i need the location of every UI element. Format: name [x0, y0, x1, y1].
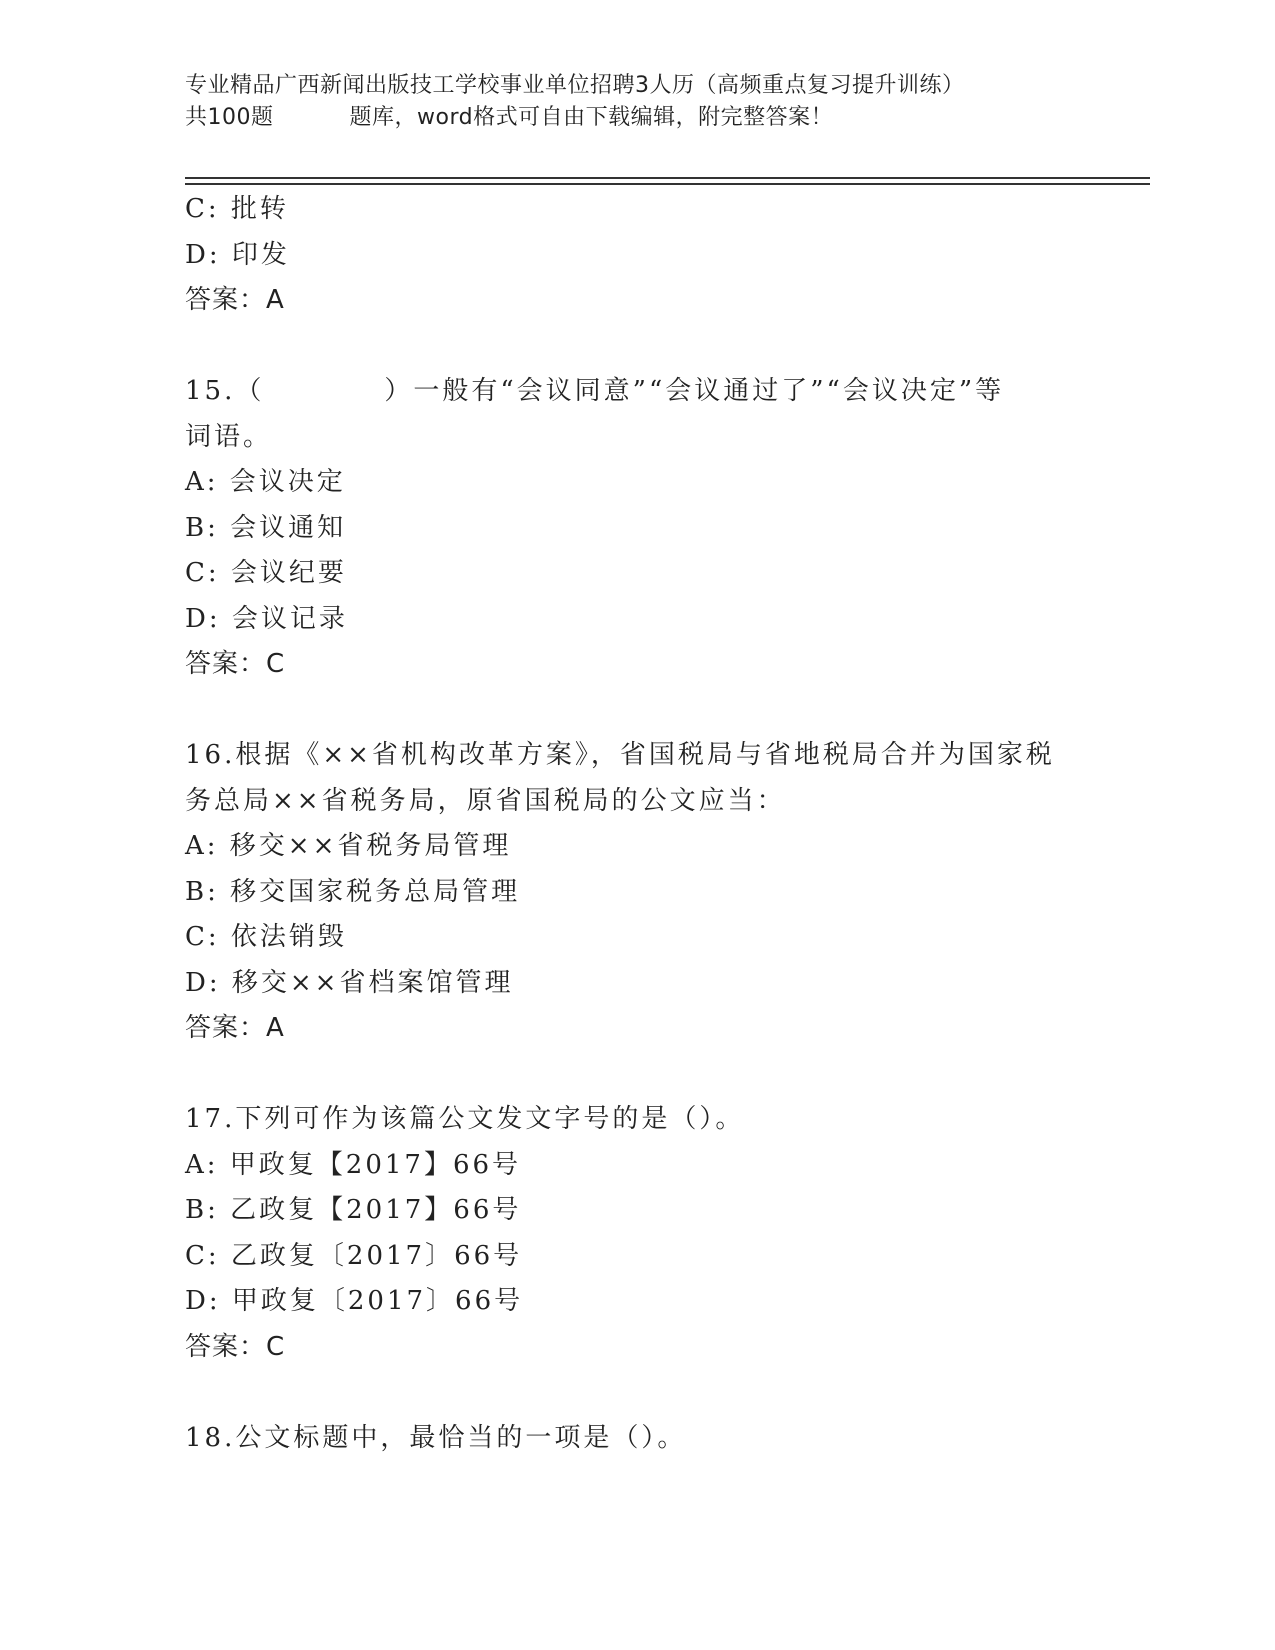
answer: 答案：C [185, 1331, 286, 1362]
option-a: A: 甲政复【2017】66号 [185, 1149, 522, 1180]
question-list [185, 187, 1085, 1461]
option-d: D: 印发 [185, 239, 290, 270]
header-count: 共100题 [185, 105, 274, 130]
question-text: 16.根据《××省机构改革方案》，省国税局与省地税局合并为国家税 [185, 740, 1055, 770]
header-title: 专业精品广西新闻出版技工学校事业单位招聘3人历（高频重点复习提升训练） [185, 73, 965, 98]
header-description: 题库，word格式可自由下载编辑，附完整答案！ [349, 105, 834, 130]
option-d: D: 会议记录 [185, 603, 348, 634]
answer: 答案：A [185, 1013, 285, 1043]
question-text: 17.下列可作为该篇公文发文字号的是（）。 [185, 1104, 745, 1134]
option-d: D: 甲政复〔2017〕66号 [185, 1286, 524, 1316]
question-text-cont: 词语。 [185, 421, 273, 452]
option-b: B: 乙政复【2017】66号 [185, 1195, 522, 1225]
page-header [185, 70, 1085, 134]
question-text-cont: 务总局××省税务局，原省国税局的公文应当： [185, 785, 786, 816]
option-a: A: 会议决定 [185, 467, 346, 497]
question-16 [185, 733, 1085, 1052]
header-divider-bottom [185, 183, 1150, 185]
answer: 答案：C [185, 649, 286, 679]
option-b: B: 移交国家税务总局管理 [185, 876, 521, 907]
option-b: B: 会议通知 [185, 512, 347, 543]
question-prefix: 15.（ [185, 376, 265, 406]
question-17 [185, 1097, 1085, 1370]
option-c: C: 乙政复〔2017〕66号 [185, 1240, 523, 1271]
question-text [185, 369, 1085, 415]
question-15 [185, 369, 1085, 688]
option-a: A: 移交××省税务局管理 [185, 831, 512, 861]
option-d: D: 移交××省档案馆管理 [185, 967, 514, 998]
question-text: 18.公文标题中，最恰当的一项是（）。 [185, 1422, 687, 1453]
option-c: C: 会议纪要 [185, 558, 347, 588]
question-14-tail [185, 187, 1085, 324]
option-c: C: 批转 [185, 194, 289, 224]
header-subtitle [185, 102, 1085, 134]
answer: 答案：A [185, 285, 285, 315]
header-divider-top [185, 177, 1150, 179]
question-suffix: ）一般有“会议同意”“会议通过了”“会议决定”等 [384, 376, 1005, 406]
question-18 [185, 1416, 1085, 1462]
option-c: C: 依法销毁 [185, 922, 347, 952]
